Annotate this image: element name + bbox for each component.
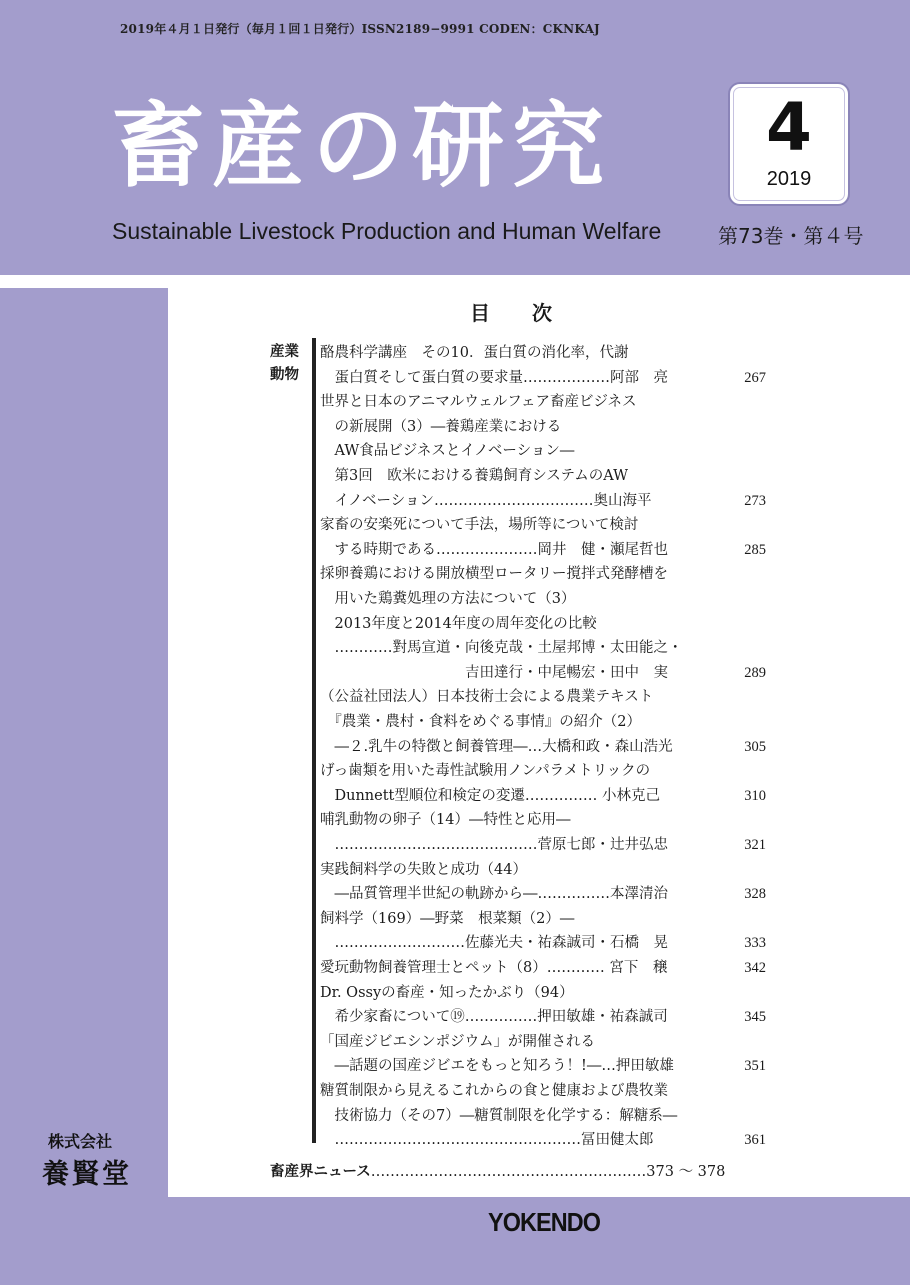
toc-page-number: 289 [744, 664, 766, 681]
news-pages: …………………………………………………373 ～ 378 [370, 1164, 726, 1180]
publication-info: 2019年４月１日発行（毎月１回１日発行）ISSN2189−9991 CODEN：CKNKAJ [120, 22, 600, 36]
toc-line: 世界と日本のアニマルウェルフェア畜産ビジネス [320, 394, 637, 411]
toc-category: 産業動物 [270, 343, 299, 383]
toc-divider [312, 338, 316, 1143]
toc-line: ―話題の国産ジビエをもっと知ろう！!―…押田敏雄 [320, 1058, 674, 1075]
toc-heading: 目次 [470, 301, 594, 325]
news-label: 畜産界ニュース [270, 1163, 371, 1180]
toc-line: する時期である…………………岡井 健・瀬尾哲也 [320, 541, 668, 558]
issue-number: 4 [766, 89, 812, 166]
toc-page-number: 305 [744, 738, 766, 755]
news-entry [270, 1160, 725, 1184]
toc-line: 蛋白質そして蛋白質の要求量………………阿部 亮 [320, 369, 668, 386]
toc-page-number: 361 [744, 1132, 766, 1149]
footer-band [0, 1197, 910, 1285]
toc-line: ………………………佐藤光夫・祐森誠司・石橋 晃 [320, 935, 668, 952]
toc-line: 『農業・農村・食料をめぐる事情』の紹介（2） [320, 714, 641, 730]
publisher-type: 株式会社 [48, 1132, 113, 1151]
toc-line: ……………………………………………冨田健太郎 [320, 1132, 654, 1149]
toc-line: 愛玩動物飼養管理士とペット（8）………… 宮下 穣 [320, 960, 668, 976]
issue-box [728, 82, 850, 206]
toc-line: ……………………………………菅原七郎・辻井弘忠 [320, 837, 668, 853]
toc-line: Dr. Ossyの畜産・知ったかぶり（94） [320, 984, 574, 1001]
toc-line: AW食品ビジネスとイノベーション― [320, 443, 575, 460]
toc-line: の新展開（3）―養鶏産業における [320, 418, 562, 435]
toc-line: 技術協力（その7）―糖質制限を化学する：解糖系― [320, 1107, 678, 1124]
toc-line: 希少家畜について⑲……………押田敏雄・祐森誠司 [320, 1009, 668, 1026]
publisher-name: 養賢堂 [42, 1159, 132, 1190]
toc-line: 酪農科学講座 その10．蛋白質の消化率，代謝 [320, 345, 629, 361]
toc-line: （公益社団法人）日本技術士会による農業テキスト [320, 689, 654, 706]
toc-page-number: 310 [744, 787, 766, 804]
toc-line: 2013年度と2014年度の周年変化の比較 [320, 615, 597, 632]
toc-page-number: 333 [744, 935, 766, 952]
toc-page-number: 285 [744, 541, 766, 558]
toc-page-number: 321 [744, 837, 766, 853]
left-sidebar-band [0, 288, 168, 1197]
toc-line: イノベーション……………………………奥山海平 [320, 492, 652, 509]
toc-page-number: 345 [744, 1009, 766, 1026]
toc-line: 採卵養鶏における開放横型ロータリー撹拌式発酵槽を [320, 566, 668, 583]
issue-year: 2019 [766, 168, 812, 190]
toc-line: Dunnett型順位和検定の変遷…………… 小林克己 [320, 787, 660, 804]
toc-line: 「国産ジビエシンポジウム」が開催される [320, 1033, 595, 1050]
toc-line: 用いた鶏糞処理の方法について（3） [320, 591, 576, 607]
toc-line: 飼料学（169）―野菜 根菜類（2）― [320, 910, 575, 927]
toc-line: 実践飼料学の失敗と成功（44） [320, 861, 527, 878]
toc-line: 家畜の安楽死について手法，場所等について検討 [320, 517, 639, 534]
toc-page-number: 351 [744, 1058, 766, 1075]
magazine-title: 畜産の研究 [112, 93, 613, 200]
toc-page-number: 267 [744, 369, 766, 386]
toc-page-number: 342 [744, 960, 766, 976]
toc-line: 糖質制限から見えるこれからの食と健康および農牧業 [320, 1083, 668, 1099]
toc-line: ―２.乳牛の特徴と飼養管理―…大橋和政・森山浩光 [320, 738, 673, 755]
toc-line: ―品質管理半世紀の軌跡から―……………本澤清治 [320, 886, 668, 903]
toc-line: 第3回 欧米における養鶏飼育システムのAW [320, 468, 629, 484]
yokendo-logo: YOKENDO [488, 1207, 601, 1237]
english-subtitle: Sustainable Livestock Production and Human Welfare [112, 218, 662, 244]
volume-label: 第73巻・第４号 [718, 224, 864, 248]
toc-line: 哺乳動物の卵子（14）―特性と応用― [320, 812, 571, 829]
toc-line: …………對馬宣道・向後克哉・土屋邦博・太田能之・ [320, 640, 683, 657]
header-band [0, 0, 910, 275]
toc-page-number: 273 [744, 492, 766, 509]
toc-line: 吉田達行・中尾暢宏・田中 実 [320, 664, 668, 681]
toc-line: げっ歯類を用いた毒性試験用ノンパラメトリックの [320, 763, 651, 780]
toc-page-number: 328 [744, 886, 766, 903]
